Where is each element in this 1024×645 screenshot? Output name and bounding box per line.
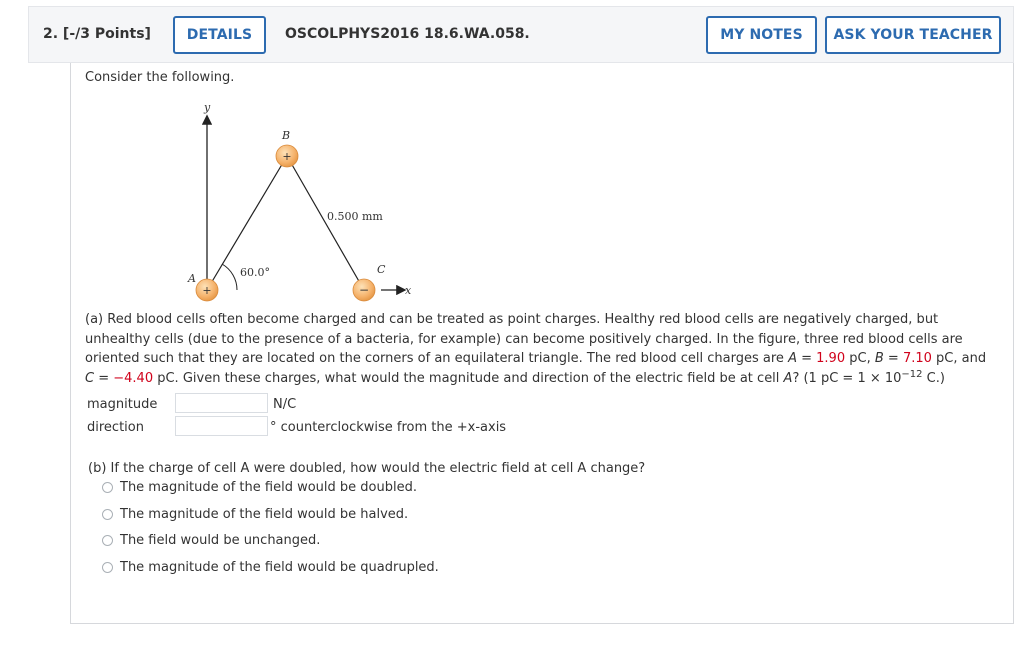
label-b: B (282, 129, 291, 142)
question-header (28, 6, 1014, 63)
x-axis-label: x (405, 284, 412, 297)
angle-label: 60.0° (240, 266, 270, 279)
cell-c-sign: − (358, 283, 370, 297)
option-label: The magnitude of the field would be quadrupled. (120, 560, 439, 575)
radio-button[interactable] (102, 562, 113, 573)
direction-label: direction (87, 420, 144, 435)
cell-c (353, 279, 375, 301)
my-notes-button[interactable]: MY NOTES (706, 16, 817, 54)
cell-b (276, 145, 298, 167)
option-label: The magnitude of the field would be doubled. (120, 480, 417, 495)
triangle-figure (176, 103, 506, 303)
option-quadrupled[interactable] (102, 560, 439, 575)
direction-unit: ° counterclockwise from the +x-axis (270, 420, 507, 435)
option-unchanged[interactable] (102, 533, 320, 548)
side-bc (287, 156, 364, 290)
part-a-question: (a) Red blood cells often become charged and can be treated as point charges. Healthy red blood cells are negatively charged, but unhealthy cells (due to the presence of a bacteria, for example) can become positively charged. In the figure, three red blood cells are oriented such that they are located on the corners of an equilateral triangle. The red blood cell charges are A = 1.90 pC, B = 7.10 pC, and C = −4.40 pC. Given these charges, what would the magnitude and direction of the electric field be at cell A? (1 pC = $1 \times 10^{-12}$ C.) (85, 312, 987, 386)
cell-a-sign: + (202, 284, 212, 297)
angle-arc (222, 264, 237, 290)
option-label: The field would be unchanged. (120, 533, 321, 548)
intro-text: Consider the following. (85, 70, 235, 85)
ask-teacher-button[interactable]: ASK YOUR TEACHER (825, 16, 1001, 54)
details-button[interactable]: DETAILS (173, 16, 266, 54)
part-b-question: (b) If the charge of cell A were doubled, how would the electric field at cell A change? (88, 461, 646, 476)
radio-button[interactable] (102, 535, 113, 546)
side-length-label: 0.500 mm (327, 210, 383, 223)
cell-b-sign: + (282, 150, 292, 163)
magnitude-input[interactable] (175, 393, 268, 413)
charge-c-value: −4.40 (113, 370, 154, 386)
label-c: C (377, 263, 386, 276)
direction-input[interactable] (175, 416, 268, 436)
y-axis-label: y (204, 103, 211, 114)
label-a: A (188, 272, 196, 285)
charge-b-value: 7.10 (902, 351, 932, 366)
charge-a-value: 1.90 (816, 351, 846, 366)
radio-button[interactable] (102, 482, 113, 493)
option-halved[interactable] (102, 507, 408, 522)
option-label: The magnitude of the field would be halved. (120, 507, 409, 522)
cell-a (196, 279, 218, 301)
magnitude-label: magnitude (87, 397, 158, 412)
problem-code: OSCOLPHYS2016 18.6.WA.058. (285, 26, 530, 42)
points-label: 2. [-/3 Points] (43, 26, 151, 42)
radio-button[interactable] (102, 509, 113, 520)
question-body (70, 63, 1014, 624)
magnitude-unit: N/C (273, 397, 297, 412)
option-doubled[interactable] (102, 480, 417, 495)
